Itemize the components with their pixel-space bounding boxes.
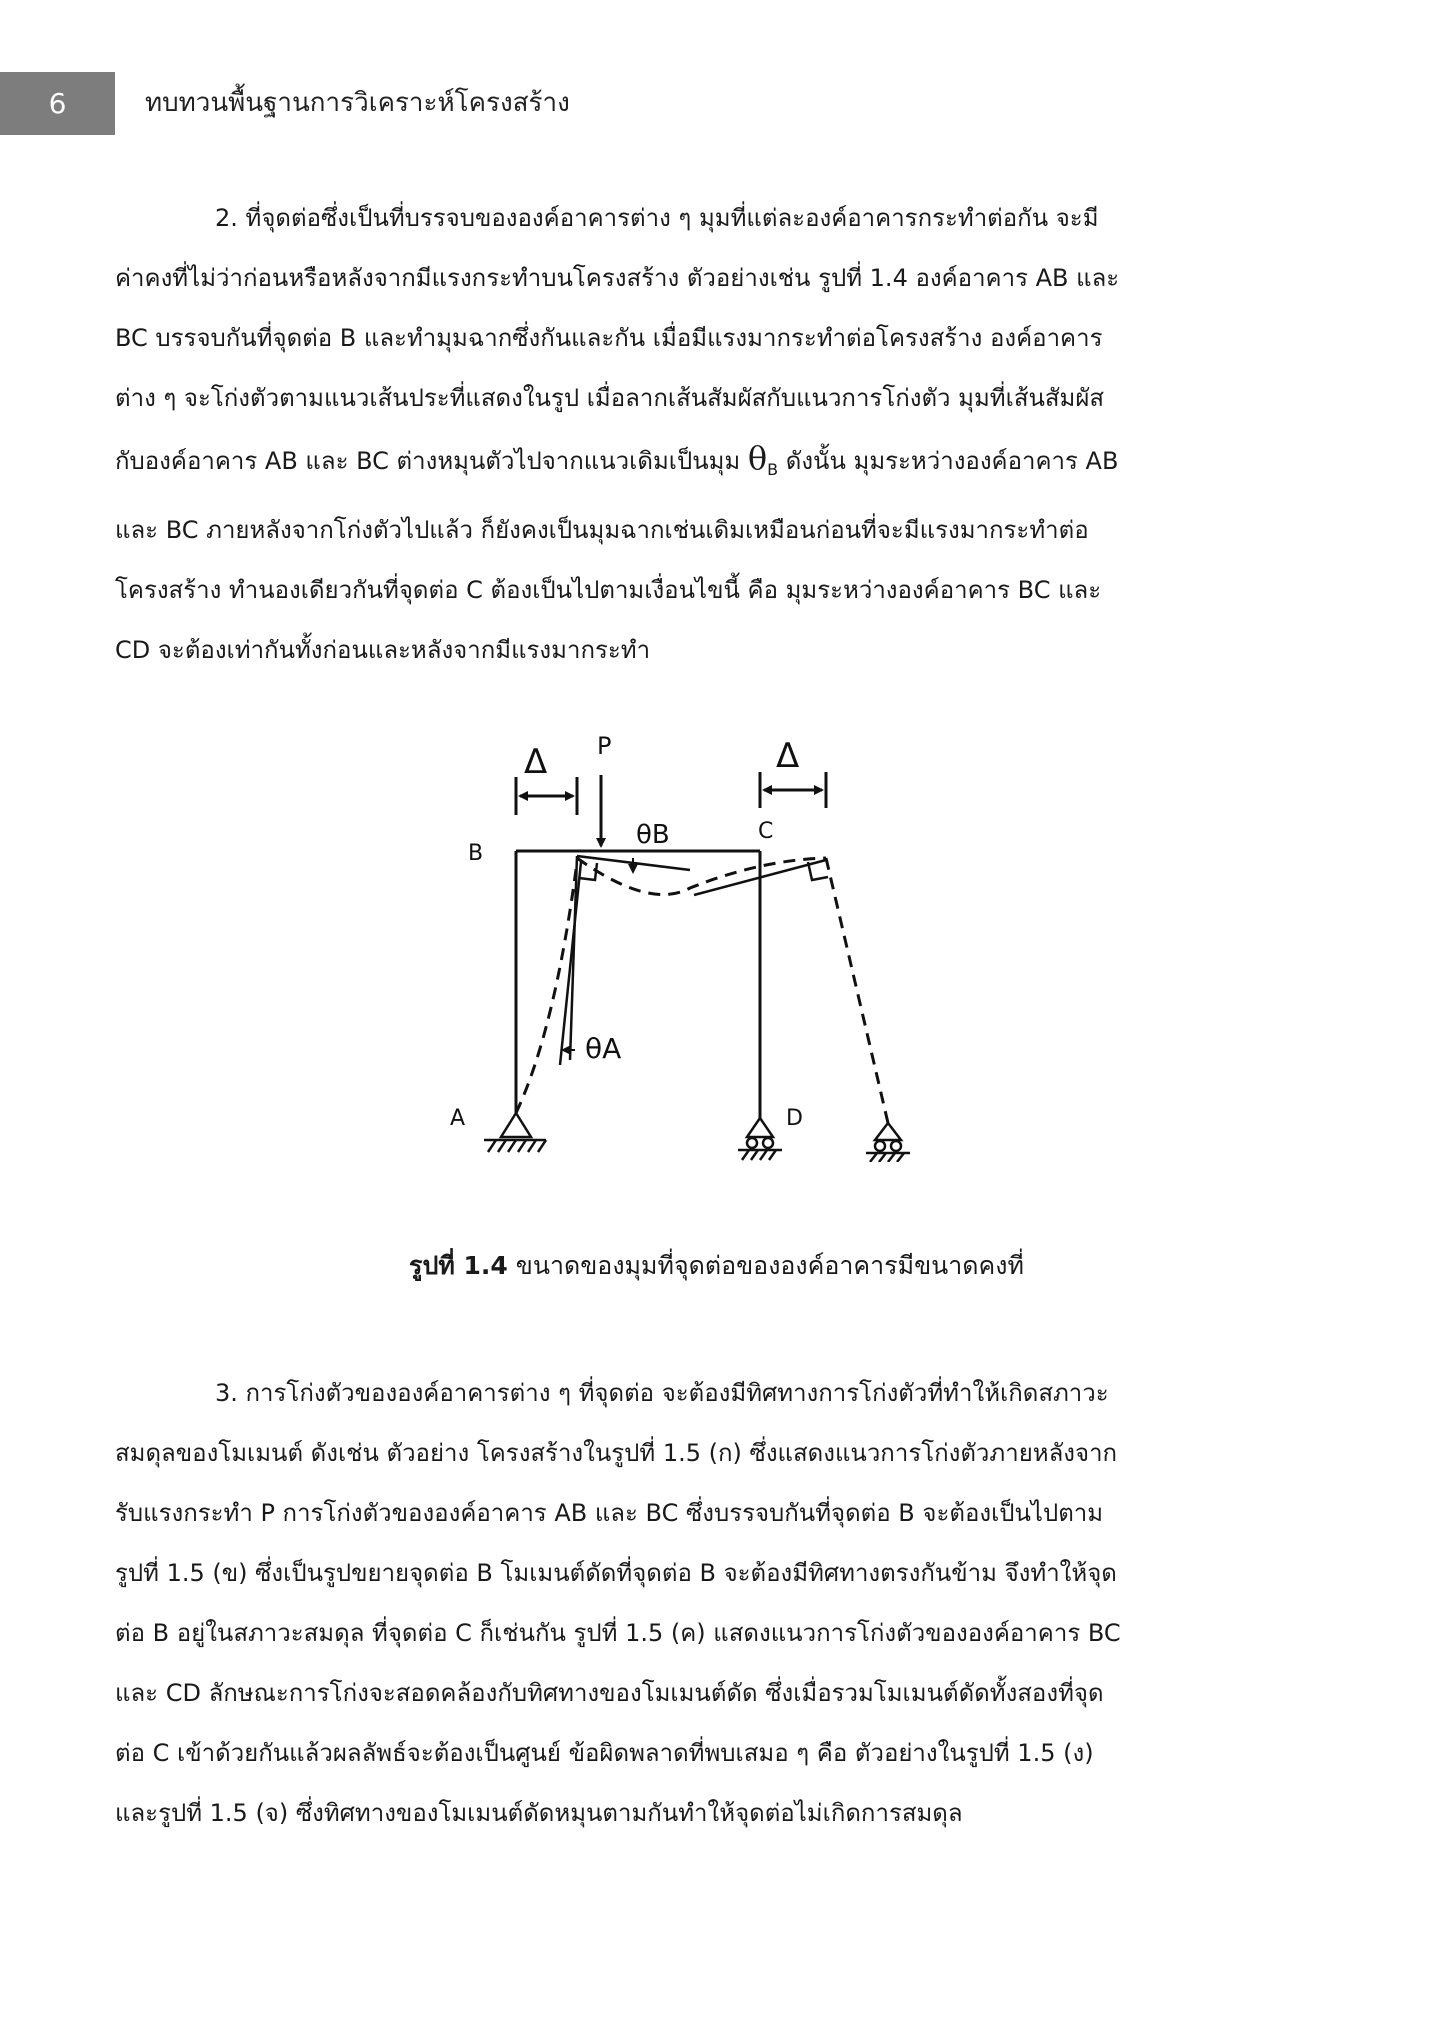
- paragraph-2-line: และรูปที่ 1.5 (จ) ซึ่งทิศทางของโมเมนต์ดัดหมุนตามกันทำให้จุดต่อไม่เกิดการสมดุล: [115, 1799, 963, 1827]
- roller-support-d-deflected: [875, 1123, 901, 1140]
- ground-hatch-d-deflected: [870, 1153, 904, 1162]
- caption-text: ขนาดของมุมที่จุดต่อขององค์อาคารมีขนาดคงที่: [507, 1251, 1024, 1280]
- paragraph-1-line: ค่าคงที่ไม่ว่าก่อนหรือหลังจากมีแรงกระทำบนโครงสร้าง ตัวอย่างเช่น รูปที่ 1.4 องค์อาคาร AB และ: [115, 264, 1120, 292]
- deflected-column-cd: [826, 858, 888, 1123]
- caption-label: รูปที่ 1.4: [409, 1251, 508, 1280]
- paragraph-2-line: ต่อ C เข้าด้วยกันแล้วผลลัพธ์จะต้องเป็นศูนย์ ข้อผิดพลาดที่พบเสมอ ๆ คือ ตัวอย่างในรูปที่ 1.5 (ง): [115, 1739, 1094, 1767]
- frame-deflection-figure: [440, 722, 910, 1162]
- line-text: กับองค์อาคาร AB และ BC ต่างหมุนตัวไปจากแนวเดิมเป็นมุม: [115, 447, 748, 475]
- roller-dd-1: [875, 1141, 885, 1151]
- running-title: ทบทวนพื้นฐานการวิเคราะห์โครงสร้าง: [145, 88, 570, 118]
- page-number: 6: [0, 72, 115, 135]
- delta-left-label: Δ: [524, 742, 548, 782]
- paragraph-1-line: และ BC ภายหลังจากโก่งตัวไปแล้ว ก็ยังคงเป็นมุมฉากเช่นเดิมเหมือนก่อนที่จะมีแรงมากระทำต่อ: [115, 516, 1089, 544]
- theta-b-label: θB: [636, 820, 670, 850]
- paragraph-1-line: CD จะต้องเท่ากันทั้งก่อนและหลังจากมีแรงมากระทำ: [115, 636, 651, 664]
- paragraph-1: [115, 188, 1275, 680]
- deflected-beam-bc: [577, 858, 826, 895]
- node-d-label: D: [786, 1106, 803, 1131]
- roller-dd-2: [891, 1141, 901, 1151]
- ground-hatch-d: [742, 1150, 776, 1160]
- ground-hatch-a: [488, 1140, 546, 1152]
- paragraph-1-line: BC บรรจบกันที่จุดต่อ B และทำมุมฉากซึ่งกันและกัน เมื่อมีแรงมากระทำต่อโครงสร้าง องค์อาคาร: [115, 324, 1103, 352]
- delta-right-label: Δ: [776, 736, 800, 776]
- pin-support-a: [501, 1113, 531, 1137]
- theta-symbol: θ: [747, 439, 768, 477]
- roller-d-1: [747, 1138, 757, 1148]
- paragraph-1-line: [115, 428, 1275, 500]
- paragraph-2-line: รับแรงกระทำ P การโก่งตัวขององค์อาคาร AB และ BC ซึ่งบรรจบกันที่จุดต่อ B จะต้องเป็นไปตาม: [115, 1499, 1104, 1527]
- paragraph-2-line: สมดุลของโมเมนต์ ดังเช่น ตัวอย่าง โครงสร้างในรูปที่ 1.5 (ก) ซึ่งแสดงแนวการโก่งตัวภายหลังจาก: [115, 1439, 1118, 1467]
- roller-d-2: [763, 1138, 773, 1148]
- theta-subscript: B: [767, 460, 779, 479]
- line-text: ดังนั้น มุมระหว่างองค์อาคาร AB: [778, 447, 1119, 475]
- paragraph-2-line: และ CD ลักษณะการโก่งจะสอดคล้องกับทิศทางของโมเมนต์ดัด ซึ่งเมื่อรวมโมเมนต์ดัดทั้งสองที่จุด: [115, 1679, 1104, 1707]
- paragraph-1-line: โครงสร้าง ทำนองเดียวกันที่จุดต่อ C ต้องเป็นไปตามเงื่อนไขนี้ คือ มุมระหว่างองค์อาคาร BC และ: [115, 576, 1102, 604]
- paragraph-2-line: รูปที่ 1.5 (ข) ซึ่งเป็นรูปขยายจุดต่อ B โมเมนต์ดัดที่จุดต่อ B จะต้องมีทิศทางตรงกันข้าม จึงทำให้จุด: [115, 1559, 1117, 1587]
- load-p-label: P: [597, 732, 612, 760]
- paragraph-1-line: ต่าง ๆ จะโก่งตัวตามแนวเส้นประที่แสดงในรูป เมื่อลากเส้นสัมผัสกับแนวการโก่งตัว มุมที่เส้นสัมผัส: [115, 384, 1105, 412]
- theta-a-label: θA: [585, 1032, 622, 1065]
- node-c-label: C: [758, 819, 774, 844]
- paragraph-2-line: ต่อ B อยู่ในสภาวะสมดุล ที่จุดต่อ C ก็เช่นกัน รูปที่ 1.5 (ค) แสดงแนวการโก่งตัวขององค์อาคาร BC: [115, 1619, 1121, 1647]
- node-b-label: B: [468, 841, 484, 866]
- figure-caption: [0, 1246, 1433, 1286]
- roller-support-d: [747, 1118, 773, 1137]
- node-a-label: A: [450, 1106, 466, 1131]
- paragraph-2-line: 3. การโก่งตัวขององค์อาคารต่าง ๆ ที่จุดต่อ จะต้องมีทิศทางการโก่งตัวที่ทำให้เกิดสภาวะ: [215, 1379, 1109, 1407]
- paragraph-2: [115, 1363, 1275, 1843]
- paragraph-1-line: 2. ที่จุดต่อซึ่งเป็นที่บรรจบขององค์อาคารต่าง ๆ มุมที่แต่ละองค์อาคารกระทำต่อกัน จะมี: [215, 204, 1099, 232]
